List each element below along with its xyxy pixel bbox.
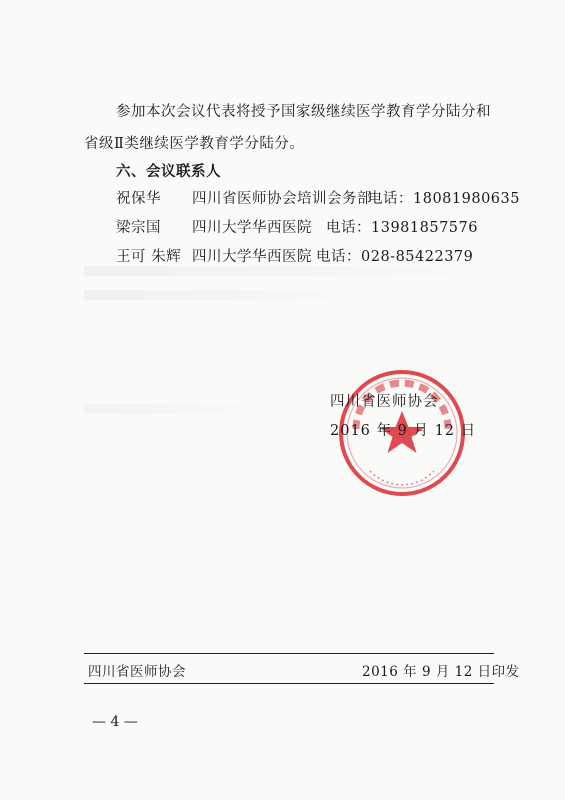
contact-organization: 四川大学华西医院 bbox=[192, 249, 312, 265]
bleed-through-text bbox=[84, 404, 244, 414]
footer-top-rule bbox=[84, 653, 494, 654]
contact-phone: 电话：028-85422379 bbox=[316, 249, 474, 265]
paragraph-line-2: 省级Ⅱ类继续医学教育学分陆分。 bbox=[84, 136, 305, 152]
contact-name: 王可 朱辉 bbox=[116, 249, 182, 265]
contact-organization: 四川省医师协会培训会务部 bbox=[192, 191, 372, 207]
contact-name: 梁宗国 bbox=[116, 220, 161, 236]
bleed-through-text bbox=[84, 290, 334, 300]
contact-phone: 电话：13981857576 bbox=[326, 220, 478, 236]
section-heading: 六、会议联系人 bbox=[116, 164, 221, 180]
contact-name: 祝保华 bbox=[116, 191, 161, 207]
footer-issue-date: 2016 年 9 月 12 日印发 bbox=[362, 664, 520, 680]
signature-organization: 四川省医师协会 bbox=[330, 394, 439, 410]
bleed-through-text bbox=[84, 266, 454, 276]
paragraph-line-1: 参加本次会议代表将授予国家级继续医学教育学分陆分和 bbox=[116, 104, 491, 120]
contact-phone: 电话：18081980635 bbox=[368, 191, 520, 207]
footer-issuer: 四川省医师协会 bbox=[88, 664, 186, 680]
signature-date: 2016 年 9 月 12 日 bbox=[330, 423, 477, 439]
footer-bottom-rule bbox=[84, 683, 494, 684]
page-number: — 4 — bbox=[92, 714, 138, 730]
contact-organization: 四川大学华西医院 bbox=[192, 220, 312, 236]
